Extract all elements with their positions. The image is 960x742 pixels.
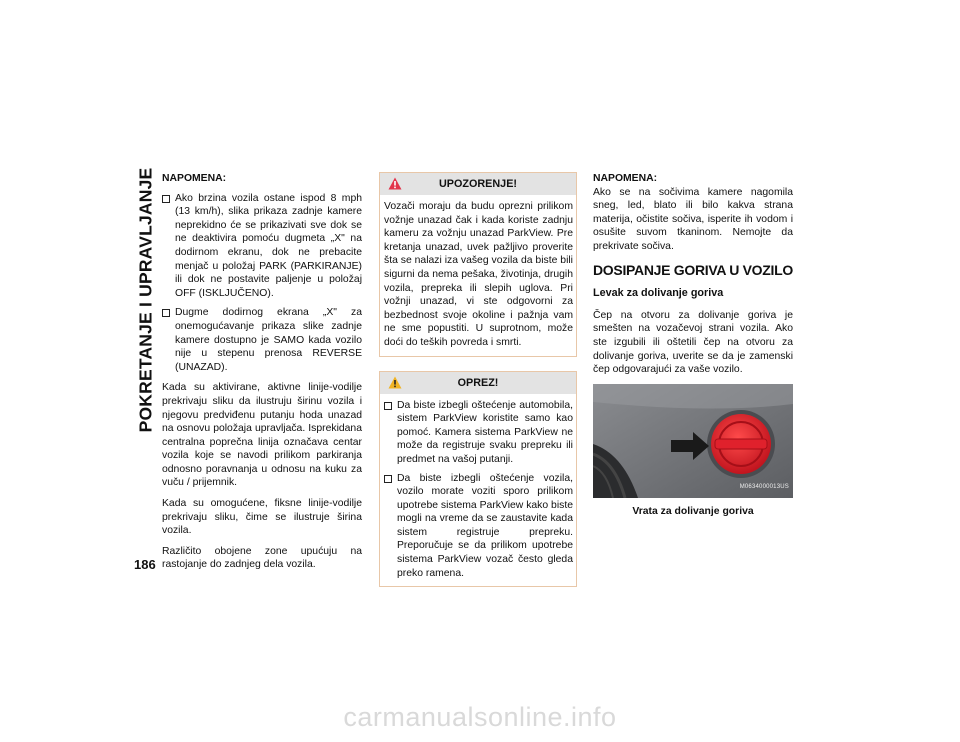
caution-title: OPREZ! [457,376,499,389]
note-heading: NAPOMENA: [162,173,227,184]
figure-caption: Vrata za dolivanje goriva [632,505,754,517]
section-title: DOSIPANJE GORIVA U VOZILO [593,261,793,278]
list-item-text: Da biste izbegli oštećenje automobila, sistem ParkView koristite samo kao pomoć. Kamera sistema ParkView ne može da registruje svaku prepreku ili predmet na vašoj putanji. [397,399,573,465]
paragraph: Čep na otvoru za dolivanje goriva je smešten na vozačevoj strani vozila. Ako ste izgubili ili oštetili čep na otvoru za dolivanje goriva, uverite se da je zamenski čep odgovarajući za vaše vozilo. [593,309,793,376]
caution-header [380,372,576,394]
column-2 [379,172,577,601]
watermark: carmanualsonline.info [343,702,617,732]
subsection-title: Levak za dolivanje goriva [593,287,724,300]
list-item [162,192,362,301]
side-title-text: POKRETANJE I UPRAVLJANJE [135,167,156,433]
checkbox-bullet-icon [162,195,170,203]
checkbox-bullet-icon [384,475,392,483]
warning-body [380,195,576,356]
warning-header [380,173,576,195]
list-item-text: Ako brzina vozila ostane ispod 8 mph (13 km/h), slika prikaza zadnje kamere neprekidno će se prikazivati sve dok se ne deaktivira pomoću dugmeta „X" na dodirnom ekranu, dok ne prebacite menjač u položaj PARK (PARKIRANJE) ili dok ne postavite paljenje u položaj OFF (ISKLJUČENO). [175,192,362,299]
page-number: 186 [134,557,156,572]
caution-body [380,394,576,587]
side-title [126,167,166,433]
warning-triangle-icon [388,177,402,190]
fuel-door-figure [593,384,793,498]
list-item-text: Da biste izbegli oštećenje vozila, vozilo morate voziti sporo prilikom upotrebe sistema ParkView kako biste mogli na vreme da se zaustavite kada sistem registruje prepreku. Preporučuje se da prilikom upotrebe sistema ParkView vozač često gleda preko ramena. [397,472,573,579]
list-item-text: Dugme dodirnog ekrana „X" za onemogućavanje prikaza slike zadnje kamere dostupno je SAMO kada vozilo nije u stepenu prenosa REVERSE (UNAZAD). [175,307,362,373]
figure-code: M0634000013US [739,484,789,491]
caution-list [384,399,573,581]
note-heading: NAPOMENA: [593,173,658,184]
warning-text: Vozači moraju da budu oprezni prilikom vožnje unazad čak i kada koriste zadnju kameru za vožnju unazad ParkView. Pre kretanja unazad, uvek pažljivo proverite šta se nalazi iza vašeg vozila da biste bili sigurni da nema pešaka, životinja, drugih vozila, prepreka ili slepih uglova. Pri vožnji unazad, vi ste odgovorni za bezbednost svoje okoline i pažnja vam ne sme popustiti. U suprotnom, može doći do teških povreda i smrti. [384,201,573,348]
paragraph: Različito obojene zone upućuju na rastojanje do zadnjeg dela vozila. [162,545,362,571]
caution-triangle-icon [388,376,402,389]
paragraph: Kada su omogućene, fiksne linije-vodilje prekrivaju sliku, čime se ilustruje širina vozila. [162,498,362,537]
checkbox-bullet-icon [162,309,170,317]
note-list [162,192,362,375]
warning-box [379,172,577,357]
column-1 [162,172,362,579]
list-item [384,399,573,467]
column-3 [593,172,793,518]
paragraph: Kada su aktivirane, aktivne linije-vodilje prekrivaju sliku da ilustruju širinu vozila i njegovu predviđenu putanju hoda unazad na osnovu položaja upravljača. Isprekidana centralna poprečna linija označava centar vozila koje se navodi prilikom parkiranja odnosno poravnanja u odnosu na kuku za vuču / prijemnik. [162,382,362,489]
warning-title: UPOZORENJE! [439,178,517,190]
list-item [384,472,573,581]
list-item [162,306,362,374]
note-text: Ako se na sočivima kamere nagomila sneg, led, blato ili bilo kakva strana materija, očistite sočiva, isperite ih vodom i osušite suvom tkaninom. Nemojte da prekrivate sočiva. [593,186,793,252]
caution-box [379,371,577,588]
checkbox-bullet-icon [384,402,392,410]
